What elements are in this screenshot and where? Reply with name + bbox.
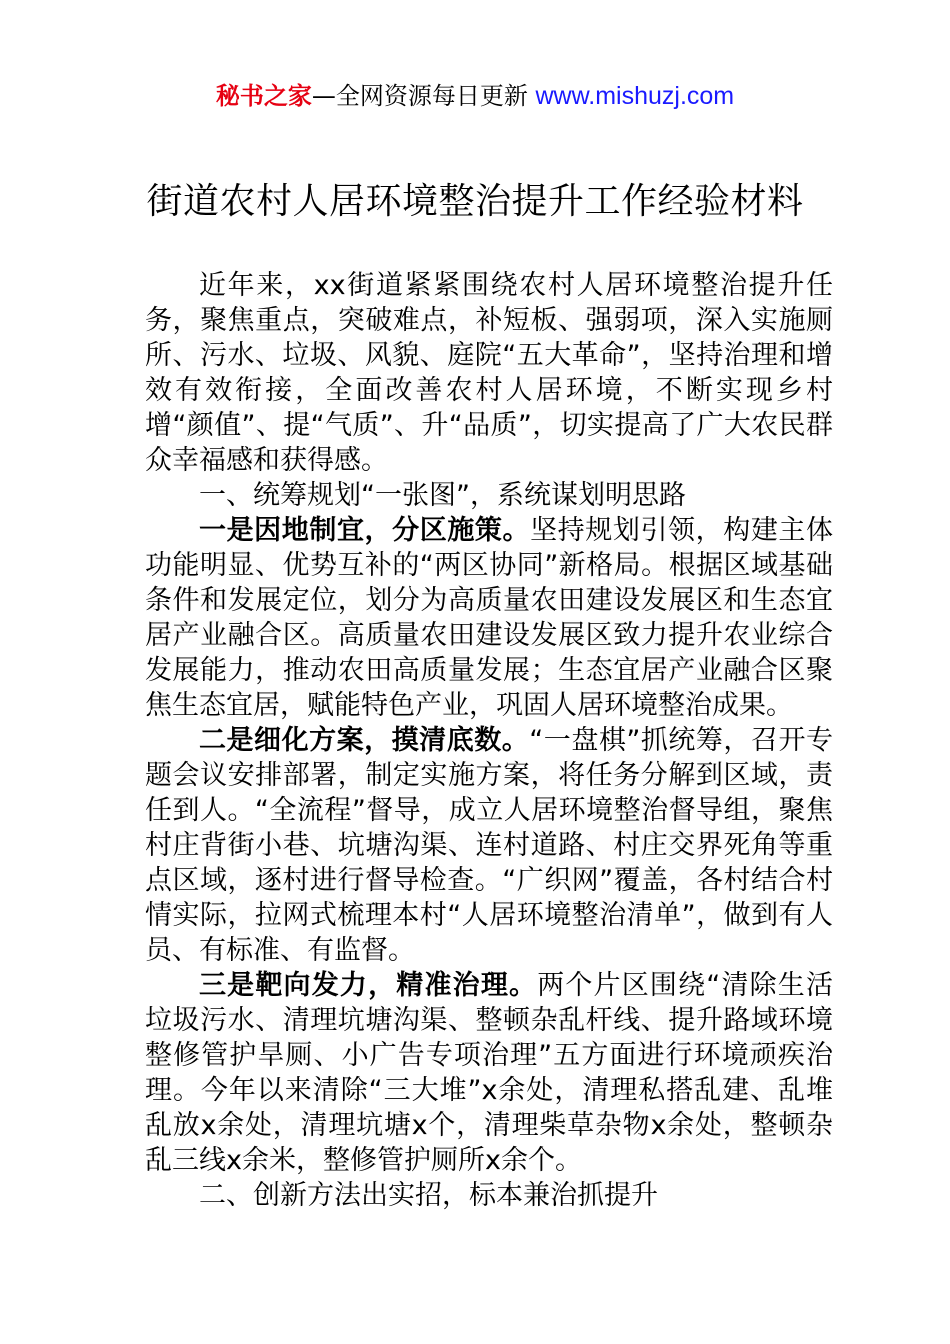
paragraph-text: 两个片区围绕“清除生活垃圾污水、清理坑塘沟渠、整顿杂乱杆线、提升路域环境整修管护旱厕、小广告专项治理”五方面进行环境顽疾治理。今年以来清除“三大堆”x余处，清理私搭乱建、乱堆乱放x余处，清理坑塘x个，清理柴草杂物x余处，整顿杂乱三线x余米，整修管护厕所x余个。: [145, 970, 833, 1176]
paragraph-lead: 一是因地制宜，分区施策。: [199, 515, 531, 546]
paragraph-lead: 二是细化方案，摸清底数。: [199, 725, 530, 756]
paragraph-text: “一盘棋”抓统筹，召开专题会议安排部署，制定实施方案，将任务分解到区域，责任到人。“全流程”督导，成立人居环境整治督导组，聚焦村庄背街小巷、坑塘沟渠、连村道路、村庄交界死角等重点区域，逐村进行督导检查。“广织网”覆盖，各村结合村情实际，拉网式梳理本村“人居环境整治清单”，做到有人员、有标准、有监督。: [145, 725, 834, 966]
paragraph-text: 近年来，xx街道紧紧围绕农村人居环境整治提升任务，聚焦重点，突破难点，补短板、强弱项，深入实施厕所、污水、垃圾、风貌、庭院“五大革命”，坚持治理和增效有效衔接，全面改善农村人居环境，不断实现乡村增“颜值”、提“气质”、升“品质”，切实提高了广大农民群众幸福感和获得感。: [145, 270, 833, 476]
section-heading-text: 二、创新方法出实招，标本兼治抓提升: [199, 1180, 658, 1211]
document-body: [145, 268, 833, 1213]
paragraph-point-3: [145, 968, 833, 1178]
paragraph-lead: 三是靶向发力，精准治理。: [199, 970, 538, 1001]
paragraph-intro: [145, 268, 833, 478]
section-heading-2: [145, 1178, 833, 1213]
paragraph-point-1: [145, 513, 833, 723]
site-brand: 秘书之家: [215, 82, 312, 110]
site-tagline: —全网资源每日更新: [311, 82, 536, 110]
document-title: 街道农村人居环境整治提升工作经验材料: [146, 181, 804, 222]
section-heading-text: 一、统筹规划“一张图”，系统谋划明思路: [199, 480, 686, 511]
paragraph-point-2: [145, 723, 833, 968]
paragraph-text: 坚持规划引领，构建主体功能明显、优势互补的“两区协同”新格局。根据区域基础条件和发展定位，划分为高质量农田建设发展区和生态宜居产业融合区。高质量农田建设发展区致力提升农业综合发展能力，推动农田高质量发展；生态宜居产业融合区聚焦生态宜居，赋能特色产业，巩固人居环境整治成果。: [145, 515, 834, 721]
site-header: [0, 80, 950, 112]
site-url[interactable]: www.mishuzj.com: [535, 82, 735, 110]
section-heading-1: [145, 478, 833, 513]
